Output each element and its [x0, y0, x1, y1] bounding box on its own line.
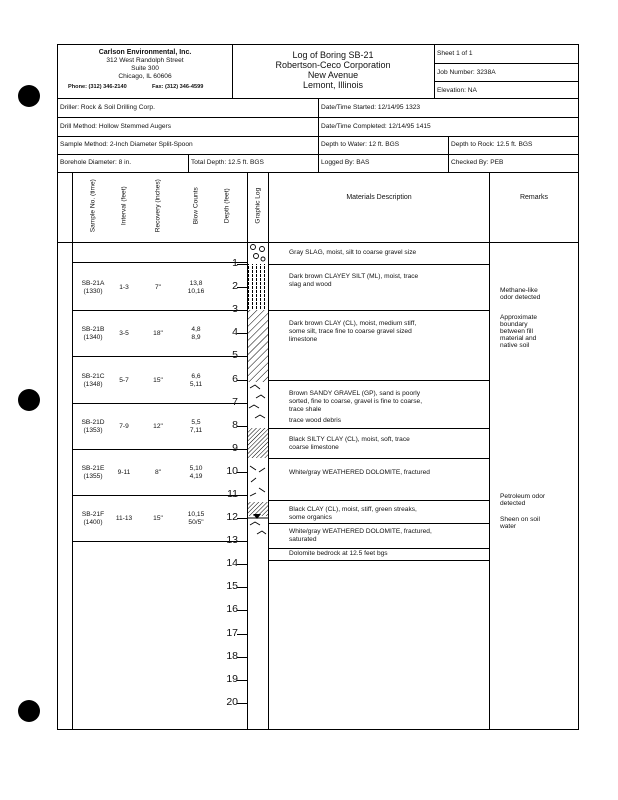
- sample-recovery: 8": [154, 469, 161, 476]
- sample-interval: 11-13: [115, 515, 133, 522]
- remark-boundary-2: boundary: [500, 321, 528, 328]
- description-black-clay-2: some organics: [289, 514, 332, 521]
- description-sandy-gravel-2: sorted, fine to coarse, gravel is fine to coarse,: [289, 398, 423, 405]
- sample-time: (1355): [83, 473, 103, 480]
- sample-recovery: 18": [153, 330, 163, 337]
- sample-time: (1348): [83, 381, 103, 388]
- company-name: Carlson Environmental, Inc.: [98, 49, 192, 56]
- report-site-city: Lemont, Illinois: [302, 80, 364, 90]
- col-blow-counts: Blow Counts: [192, 187, 200, 225]
- description-silty-clay: Black SILTY CLAY (CL), moist, soft, trace: [289, 436, 410, 443]
- job-number: Job Number: 3238A: [437, 69, 496, 76]
- sample-interval: 9-11: [117, 469, 131, 476]
- depth-label: 3: [232, 303, 238, 315]
- description-dolomite-saturated-2: saturated: [289, 536, 317, 543]
- description-clay: Dark brown CLAY (CL), moist, medium stiff,: [289, 320, 417, 327]
- blow-count-1: 10,15: [187, 511, 205, 518]
- blow-count-2: 5,11: [189, 381, 203, 388]
- sample-time: (1353): [83, 427, 103, 434]
- sample-time: (1330): [83, 288, 103, 295]
- remark-petroleum-2: detected: [500, 500, 526, 507]
- depth-label: 16: [226, 603, 238, 615]
- description-clay-2: some silt, trace fine to coarse gravel sized: [289, 328, 412, 335]
- col-depth: Depth (feet): [223, 188, 231, 224]
- remark-boundary-3: between fill: [500, 328, 533, 335]
- depth-label: 9: [232, 442, 238, 454]
- sample-interval: 3-5: [119, 330, 129, 337]
- remark-boundary-5: native soil: [500, 342, 530, 349]
- report-title: Log of Boring SB-21: [292, 50, 374, 60]
- report-site-street: New Avenue: [307, 70, 359, 80]
- depth-label: 20: [226, 696, 238, 708]
- depth-label: 6: [232, 373, 238, 385]
- blow-count-2: 8,9: [191, 334, 201, 341]
- description-slag: Gray SLAG, moist, silt to coarse gravel size: [289, 249, 417, 256]
- col-sample-no: Sample No. (time): [89, 179, 97, 233]
- sample-recovery: 12": [153, 423, 163, 430]
- description-clayey-silt: Dark brown CLAYEY SILT (ML), moist, trace: [289, 273, 419, 280]
- depth-label: 1: [232, 257, 238, 269]
- depth-label: 13: [226, 534, 238, 546]
- blow-count-1: 5,10: [189, 465, 203, 472]
- sample-no: SB-21E: [81, 465, 105, 472]
- report-client: Robertson-Ceco Corporation: [275, 60, 391, 70]
- sample-method: Sample Method: 2-Inch Diameter Split-Spoon: [60, 141, 193, 148]
- blow-count-1: 13,8: [189, 280, 203, 287]
- depth-label: 11: [227, 488, 238, 500]
- company-street: 312 West Randolph Street: [106, 57, 184, 64]
- logged-by: Logged By: BAS: [321, 159, 370, 166]
- sample-no: SB-21B: [81, 326, 105, 333]
- remark-boundary: Approximate: [500, 314, 538, 321]
- slag-pattern: [251, 245, 266, 262]
- description-wood-debris: trace wood debris: [289, 417, 342, 424]
- sample-interval: 7-9: [119, 423, 129, 430]
- depth-label: 19: [226, 673, 238, 685]
- sample-interval: 1-3: [119, 284, 129, 291]
- checked-by: Checked By: PEB: [451, 159, 504, 166]
- company-suite: Suite 300: [131, 65, 159, 72]
- blow-count-2: 10,16: [187, 288, 205, 295]
- clay-pattern: [247, 310, 268, 382]
- sample-recovery: 15": [153, 377, 163, 384]
- sample-time: (1400): [83, 519, 103, 526]
- sample-no: SB-21F: [81, 511, 105, 518]
- depth-label: 7: [232, 396, 238, 408]
- sample-no: SB-21D: [81, 419, 105, 426]
- depth-to-rock: Depth to Rock: 12.5 ft. BGS: [451, 141, 533, 148]
- remark-boundary-4: material and: [500, 335, 537, 342]
- blow-count-2: 50/5": [188, 519, 204, 526]
- clayey-silt-pattern: [247, 264, 268, 310]
- drill-method: Drill Method: Hollow Stemmed Augers: [60, 123, 172, 130]
- depth-label: 2: [232, 280, 238, 292]
- remark-methane-2: odor detected: [500, 294, 541, 301]
- depth-label: 8: [232, 419, 238, 431]
- blow-count-2: 4,19: [189, 473, 203, 480]
- blow-count-1: 4,8: [191, 326, 201, 333]
- description-sandy-gravel: Brown SANDY GRAVEL (GP), sand is poorly: [289, 390, 421, 397]
- punch-hole-top: [18, 85, 40, 107]
- graphic-log: [247, 242, 268, 552]
- company-city: Chicago, IL 60606: [118, 73, 172, 80]
- blow-count-1: 6,6: [191, 373, 201, 380]
- company-phone: Phone: (312) 346-2140: [68, 84, 127, 90]
- depth-to-water: Depth to Water: 12 ft. BGS: [321, 141, 400, 148]
- elevation: Elevation: NA: [437, 87, 477, 94]
- description-black-clay: Black CLAY (CL), moist, stiff, green streaks,: [289, 506, 417, 513]
- blow-count-2: 7,11: [189, 427, 203, 434]
- description-clay-3: limestone: [289, 336, 318, 343]
- sandy-gravel-pattern: [249, 385, 265, 418]
- sample-recovery: 15": [153, 515, 163, 522]
- depth-label: 12: [226, 511, 238, 523]
- punch-hole-bottom: [18, 700, 40, 722]
- borehole-diameter: Borehole Diameter: 8 in.: [60, 159, 132, 166]
- silty-clay-pattern: [247, 428, 268, 458]
- depth-label: 18: [226, 650, 238, 662]
- col-interval: Interval (feet): [120, 186, 128, 226]
- date-completed: Date/Time Completed: 12/14/95 1415: [321, 123, 431, 130]
- sample-no: SB-21A: [81, 280, 105, 287]
- description-dolomite-saturated: White/gray WEATHERED DOLOMITE, fractured,: [289, 528, 432, 535]
- sample-time: (1340): [83, 334, 103, 341]
- description-sandy-gravel-3: trace shale: [289, 406, 322, 413]
- punch-hole-middle: [18, 389, 40, 411]
- description-silty-clay-2: coarse limestone: [289, 444, 339, 451]
- sheet-number: Sheet 1 of 1: [437, 50, 473, 57]
- driller: Driller: Rock & Soil Drilling Corp.: [60, 104, 155, 111]
- sample-no: SB-21C: [81, 373, 105, 380]
- col-remarks: Remarks: [519, 194, 548, 201]
- depth-label: 10: [226, 465, 238, 477]
- depth-label: 4: [232, 326, 238, 338]
- depth-label: 14: [226, 557, 238, 569]
- remark-methane: Methane-like: [500, 287, 538, 294]
- description-bedrock: Dolomite bedrock at 12.5 feet bgs: [289, 550, 388, 557]
- col-recovery: Recovery (inches): [154, 179, 162, 233]
- sample-interval: 5-7: [119, 377, 129, 384]
- dolomite-pattern: [250, 466, 265, 496]
- remark-sheen: Sheen on soil: [500, 516, 540, 523]
- description-clayey-silt-2: slag and wood: [289, 281, 332, 288]
- remark-sheen-2: water: [500, 523, 517, 530]
- depth-label: 5: [232, 349, 238, 361]
- sample-recovery: 7": [154, 284, 161, 291]
- col-materials-description: Materials Description: [346, 194, 412, 201]
- total-depth: Total Depth: 12.5 ft. BGS: [191, 159, 264, 166]
- company-fax: Fax: (312) 346-4599: [152, 84, 204, 90]
- col-graphic-log: Graphic Log: [254, 187, 262, 224]
- black-clay-pattern: [247, 502, 268, 516]
- depth-label: 17: [226, 627, 238, 639]
- description-weathered-dolomite: White/gray WEATHERED DOLOMITE, fractured: [289, 469, 430, 476]
- depth-label: 15: [226, 580, 238, 592]
- date-started: Date/Time Started: 12/14/95 1323: [321, 104, 421, 111]
- blow-count-1: 5,5: [191, 419, 201, 426]
- remark-petroleum: Petroleum odor: [500, 493, 546, 500]
